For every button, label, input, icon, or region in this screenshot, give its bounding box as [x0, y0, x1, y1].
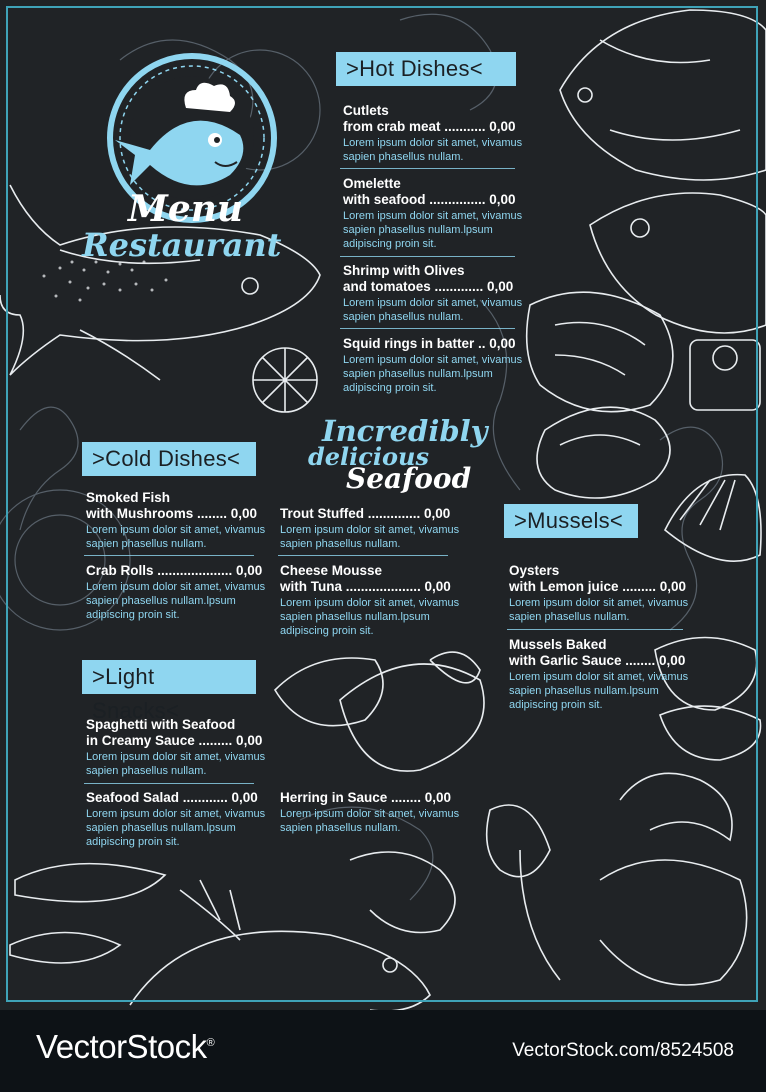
item-description: Lorem ipsum dolor sit amet, vivamus sapien phasellus nullam.lpsum adipiscing proin sit.: [509, 671, 689, 711]
tagline-line3: Seafood: [346, 462, 472, 495]
item-name: Shrimp with Olives and tomatoes ............. 0,00: [343, 263, 514, 294]
item-description: Lorem ipsum dolor sit amet, vivamus sapien phasellus nullam.: [86, 751, 266, 777]
tagline-line1: Incredibly: [322, 414, 488, 448]
hot-dishes-banner: >Hot Dishes<: [336, 52, 516, 86]
scallop-icon: [665, 475, 761, 562]
menu-item: [343, 263, 523, 324]
registered-mark: ®: [206, 1037, 215, 1049]
item-name: Spaghetti with Seafood in Creamy Sauce ......... 0,00: [86, 717, 263, 748]
menu-item: [509, 637, 694, 712]
vectorstock-logo[interactable]: [36, 1028, 214, 1066]
item-description: Lorem ipsum dolor sit amet, vivamus sapien phasellus nullam.lpsum adipiscing proin sit.: [86, 808, 266, 848]
divider: [340, 256, 515, 257]
item-name: Oysters with Lemon juice ......... 0,00: [509, 563, 687, 594]
item-name: Crab Rolls .................... 0,00: [86, 563, 263, 578]
item-name: Cheese Mousse with Tuna .................... 0,00: [280, 563, 451, 594]
menu-item: [86, 790, 266, 849]
item-name: Smoked Fish with Mushrooms ........ 0,00: [86, 490, 258, 521]
menu-item: [280, 506, 460, 551]
menu-item: [280, 563, 460, 638]
menu-item: [86, 563, 266, 622]
oyster-icon: [537, 407, 670, 498]
item-name: Cutlets from crab meat ........... 0,00: [343, 103, 516, 134]
cold-dishes-banner: >Cold Dishes<: [82, 442, 256, 476]
shrimp-icon: [350, 852, 455, 933]
divider: [84, 555, 254, 556]
salmon-steak-icon: [527, 292, 673, 412]
item-description: Lorem ipsum dolor sit amet, vivamus sapien phasellus nullam.lpsum adipiscing proin sit.: [280, 597, 460, 637]
divider: [340, 168, 515, 169]
item-name: Herring in Sauce ........ 0,00: [280, 790, 452, 805]
divider: [507, 629, 683, 630]
menu-item: [343, 176, 523, 251]
item-name: Squid rings in batter .. 0,00: [343, 336, 516, 351]
divider: [278, 555, 448, 556]
item-name: Seafood Salad ............ 0,00: [86, 790, 258, 805]
logo-subtitle: Restaurant: [82, 226, 282, 264]
item-description: Lorem ipsum dolor sit amet, vivamus sapien phasellus nullam.: [343, 297, 523, 323]
menu-item: [343, 336, 523, 395]
item-name: Omelette with seafood ............... 0,00: [343, 176, 516, 207]
menu-item: [280, 790, 460, 835]
divider: [340, 328, 515, 329]
item-name: Trout Stuffed .............. 0,00: [280, 506, 451, 521]
item-name: Mussels Baked with Garlic Sauce ........ 0,00: [509, 637, 686, 668]
menu-item: [86, 490, 266, 551]
menu-item: [509, 563, 694, 624]
crab-icon: [487, 805, 550, 877]
item-description: Lorem ipsum dolor sit amet, vivamus sapien phasellus nullam.lpsum adipiscing proin sit.: [86, 581, 266, 621]
image-id-link[interactable]: VectorStock.com/8524508: [512, 1040, 734, 1061]
item-description: Lorem ipsum dolor sit amet, vivamus sapien phasellus nullam.lpsum adipiscing proin sit.: [343, 210, 523, 250]
tagline-line2: delicious: [308, 442, 429, 471]
logo-title: Menu: [128, 188, 244, 230]
light-snacks-banner: >Light Snacks<: [82, 660, 256, 694]
item-description: Lorem ipsum dolor sit amet, vivamus sapien phasellus nullam.: [280, 524, 460, 550]
item-description: Lorem ipsum dolor sit amet, vivamus sapien phasellus nullam.: [280, 808, 460, 834]
brand-name: VectorStock: [36, 1028, 207, 1065]
item-description: Lorem ipsum dolor sit amet, vivamus sapien phasellus nullam.: [509, 597, 689, 623]
octopus-icon: [20, 407, 78, 530]
item-description: Lorem ipsum dolor sit amet, vivamus sapien phasellus nullam.: [343, 137, 523, 163]
item-description: Lorem ipsum dolor sit amet, vivamus sapien phasellus nullam.lpsum adipiscing proin sit.: [343, 354, 523, 394]
divider: [84, 783, 254, 784]
mussels-banner: >Mussels<: [504, 504, 638, 538]
menu-item: [86, 717, 266, 778]
menu-item: [343, 103, 523, 164]
item-description: Lorem ipsum dolor sit amet, vivamus sapien phasellus nullam.: [86, 524, 266, 550]
